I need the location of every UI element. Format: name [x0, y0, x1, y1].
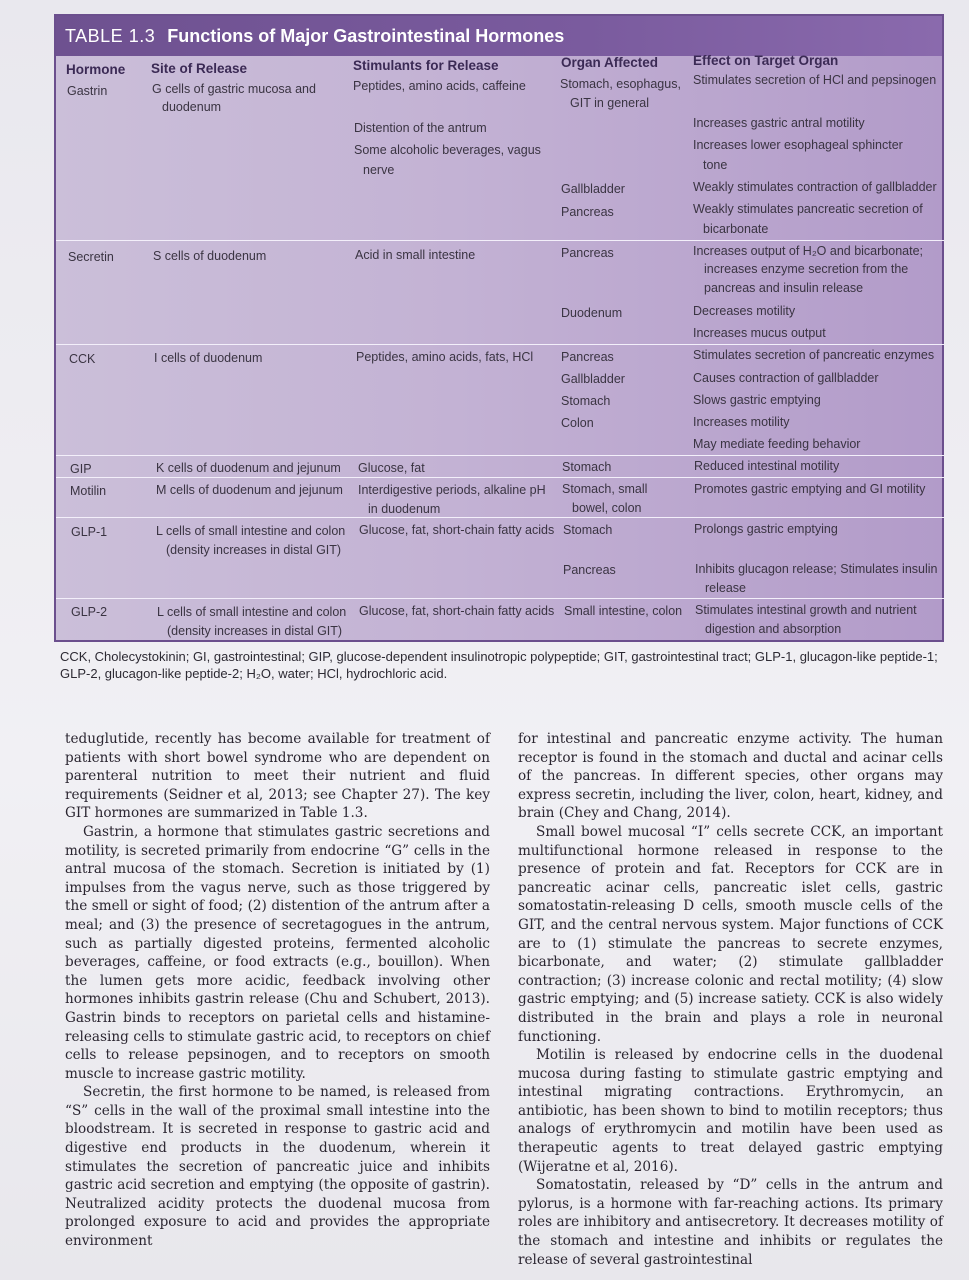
cell: duodenum	[162, 100, 222, 114]
cell: Small intestine, colon	[564, 604, 683, 618]
cell: (density increases in distal GIT)	[167, 624, 343, 638]
cell: bicarbonate	[703, 222, 769, 236]
cell: Stomach, esophagus,	[560, 77, 681, 91]
paragraph: Secretin, the first hormone to be named, is released from “S” cells in the wall of the proximal small intestine into the bloodstream. It is secreted in response to gastric acid and digestive end products in the duodenum, wherein it stimulates the secretion of pancreatic juice and inhibits gastric acid secretion and emptying (the opposite of gastrin). Neutralized acidity protects the duodenal mucosa from prolonged exposure to acid and provides the appropriate environment	[65, 1084, 490, 1250]
cell: Weakly stimulates pancreatic secretion of	[693, 202, 923, 216]
cell: Inhibits glucagon release; Stimulates insulin	[695, 562, 938, 576]
cell: M cells of duodenum and jejunum	[156, 483, 343, 497]
cell: in duodenum	[368, 502, 441, 516]
hormone-motilin: Motilin	[70, 484, 107, 498]
hormone-glp1: GLP-1	[71, 525, 108, 539]
cell: Colon	[561, 416, 594, 430]
cell: L cells of small intestine and colon	[156, 524, 346, 538]
cell: Slows gastric emptying	[693, 393, 821, 407]
hormone-gastrin: Gastrin	[67, 84, 108, 98]
cell: Gallbladder	[561, 182, 625, 196]
cell: L cells of small intestine and colon	[157, 605, 347, 619]
cell: Increases gastric antral motility	[693, 116, 865, 130]
row-divider	[56, 455, 944, 456]
cell: Decreases motility	[693, 304, 796, 318]
cell: Interdigestive periods, alkaline pH	[358, 483, 546, 497]
cell: Glucose, fat, short-chain fatty acids	[359, 523, 555, 537]
cell: Duodenum	[561, 306, 623, 320]
cell: Stomach	[561, 394, 611, 408]
hormone-glp2: GLP-2	[71, 605, 108, 619]
cell: Reduced intestinal motility	[694, 459, 840, 473]
hormone-cck: CCK	[69, 352, 96, 366]
cell: Increases motility	[693, 415, 790, 429]
row-divider	[56, 477, 944, 478]
cell: Stomach	[562, 460, 612, 474]
cell: GIT in general	[570, 96, 649, 110]
paragraph: Small bowel mucosal “I” cells secrete CCK, an important multifunctional hormone released in response to the presence of protein and fat. Receptors for CCK are in pancreatic acinar cells, pancreatic islet cells, gastric somatostatin-releasing D cells, smooth muscle cells of the GIT, and the central nervous system. Major functions of CCK are to (1) stimulate the pancreas to secrete enzymes, bicarbonate, and water; (2) stimulate gallbladder contraction; (3) increase colonic and rectal motility; (4) slow gastric emptying; and (5) increase satiety. CCK is also widely distributed in the brain and plays a role in neuronal functioning.	[518, 823, 943, 1045]
hormone-gip: GIP	[70, 462, 92, 476]
cell: Pancreas	[563, 563, 616, 577]
body-column-right	[518, 730, 943, 1269]
cell: Weakly stimulates contraction of gallbladder	[693, 180, 937, 194]
cell: Increases mucus output	[693, 326, 826, 340]
cell: S cells of duodenum	[153, 249, 267, 263]
cell: Increases lower esophageal sphincter	[693, 138, 903, 152]
cell: bowel, colon	[572, 501, 642, 515]
cell: G cells of gastric mucosa and	[152, 82, 316, 96]
cell: digestion and absorption	[705, 622, 842, 636]
cell: Stimulates secretion of pancreatic enzymes	[693, 348, 935, 362]
body-column-left	[65, 730, 490, 1251]
cell: Promotes gastric emptying and GI motility	[694, 482, 926, 496]
cell: Some alcoholic beverages, vagus	[354, 143, 541, 157]
paragraph: Gastrin, a hormone that stimulates gastric secretions and motility, is secreted primarily from endocrine “G” cells in the antral mucosa of the stomach. Secretion is initiated by (1) impulses from the vagus nerve, such as those triggered by the smell or sight of food; (2) distention of the antrum after a meal; and (3) the presence of secretagogues in the antrum, such as partially digested proteins, fermented alcoholic beverages, caffeine, or food extracts (e.g., bouillon). When the lumen gets more acidic, feedback involving other hormones inhibits gastrin release (Chu and Schubert, 2013). Gastrin binds to receptors on parietal cells and histamine-releasing cells to stimulate gastric acid, to receptors on chief cells to release pepsinogen, and to receptors on smooth muscle to increase gastric motility.	[65, 823, 490, 1082]
cell: Glucose, fat, short-chain fatty acids	[359, 604, 555, 618]
cell: Causes contraction of gallbladder	[693, 371, 879, 385]
cell: Peptides, amino acids, fats, HCl	[356, 350, 534, 364]
cell: increases enzyme secretion from the	[704, 262, 909, 276]
cell: pancreas and insulin release	[704, 281, 864, 295]
paragraph: Motilin is released by endocrine cells in the duodenal mucosa during fasting to stimulate gastric emptying and intestinal migrating contractions. Erythromycin, an antibiotic, has been shown to bind to motilin receptors; thus analogs of erythromycin and motilin have been used as therapeutic agents to treat delayed gastric emptying (Wijeratne et al, 2016).	[518, 1047, 943, 1175]
cell: Glucose, fat	[358, 461, 425, 475]
header-organ: Organ Affected	[561, 55, 659, 70]
cell: Pancreas	[561, 350, 614, 364]
paragraph: teduglutide, recently has become available for treatment of patients with short bowel syndrome who are dependent on parenteral nutrition to meet their nutrient and fluid requirements (Seidner et al, 2013; see Chapter 27). The key GIT hormones are summarized in Table 1.3.	[65, 731, 490, 822]
table-caption	[56, 16, 942, 56]
cell: Prolongs gastric emptying	[694, 522, 838, 536]
cell: Stimulates secretion of HCl and pepsinogen	[693, 73, 937, 87]
header-site: Site of Release	[151, 61, 248, 76]
cell: Pancreas	[561, 205, 614, 219]
cell: Gallbladder	[561, 372, 625, 386]
header-stimulants: Stimulants for Release	[353, 58, 499, 73]
cell: Acid in small intestine	[355, 248, 476, 262]
paragraph: Somatostatin, released by “D” cells in the antrum and pylorus, is a hormone with far-reaching actions. Its primary roles are inhibitory and antisecretory. It decreases motility of the stomach and intestine and inhibits or regulates the release of several gastrointestinal	[518, 1177, 943, 1268]
row-divider	[56, 598, 944, 599]
header-effect: Effect on Target Organ	[693, 53, 839, 68]
cell: nerve	[363, 163, 395, 177]
header-hormone: Hormone	[66, 62, 126, 77]
cell: May mediate feeding behavior	[693, 437, 861, 451]
cell: Stomach	[563, 523, 613, 537]
row-divider	[56, 344, 944, 345]
cell: tone	[703, 158, 728, 172]
cell: Stomach, small	[562, 482, 648, 496]
cell: Pancreas	[561, 246, 614, 260]
table-footnote: CCK, Cholecystokinin; GI, gastrointestinal; GIP, glucose-dependent insulinotropic polypeptide; GIT, gastrointestinal tract; GLP-1, glucagon-like peptide-1; GLP-2, glucagon-like peptide-2; H₂O, water; HCl, hydrochloric acid.	[60, 649, 938, 681]
row-divider	[56, 517, 944, 518]
cell: Increases output of H₂O and bicarbonate;	[693, 244, 923, 258]
paragraph: for intestinal and pancreatic enzyme activity. The human receptor is found in the stomach and ductal and acinar cells of the pancreas. In different species, other organs may express secretin, including the liver, colon, heart, kidney, and brain (Chey and Chang, 2014).	[518, 731, 943, 822]
table-number: TABLE 1.3	[65, 25, 156, 46]
row-divider	[56, 240, 944, 241]
cell: Peptides, amino acids, caffeine	[353, 79, 526, 93]
table-title: Functions of Major Gastrointestinal Hormones	[167, 25, 565, 46]
cell: K cells of duodenum and jejunum	[156, 461, 341, 475]
cell: Stimulates intestinal growth and nutrient	[695, 603, 917, 617]
cell: (density increases in distal GIT)	[166, 543, 342, 557]
cell: Distention of the antrum	[354, 121, 487, 135]
cell: release	[705, 581, 746, 595]
hormone-secretin: Secretin	[68, 250, 114, 264]
cell: I cells of duodenum	[154, 351, 263, 365]
